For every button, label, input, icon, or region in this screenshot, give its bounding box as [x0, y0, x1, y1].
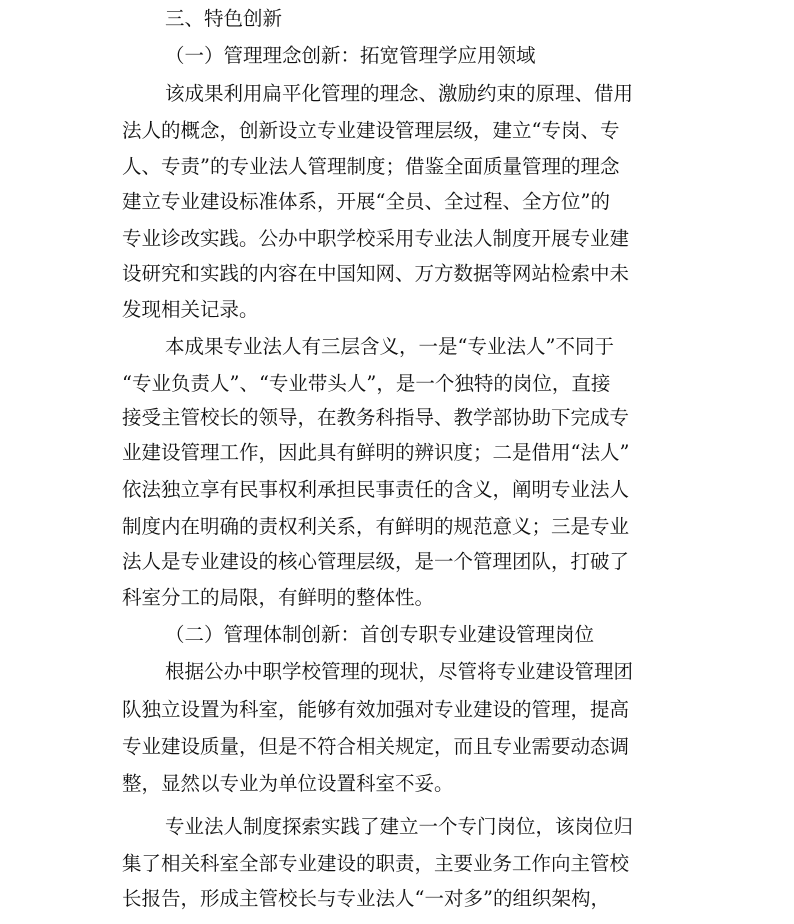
paragraph-1-line-1: 该成果利用扁平化管理的理念、激励约束的原理、借用 [165, 82, 634, 105]
paragraph-1-line-4: 建立专业建设标准体系，开展“全员、全过程、全方位”的 [122, 190, 610, 213]
paragraph-3-line-2: 队独立设置为科室，能够有效加强对专业建设的管理，提高 [122, 698, 630, 721]
paragraph-3-line-3: 专业建设质量，但是不符合相关规定，而且专业需要动态调 [122, 735, 630, 758]
paragraph-1-line-2: 法人的概念，创新设立专业建设管理层级，建立“专岗、专 [122, 119, 620, 142]
paragraph-2-line-5: 依法独立享有民事权利承担民事责任的含义，阐明专业法人 [122, 478, 630, 501]
subsection-heading-1: （一）管理理念创新：拓宽管理学应用领域 [165, 44, 536, 67]
paragraph-2-line-1: 本成果专业法人有三层含义，一是“专业法人”不同于 [165, 335, 614, 358]
paragraph-1-line-6: 设研究和实践的内容在中国知网、万方数据等网站检索中未 [122, 262, 630, 285]
paragraph-2-line-4: 业建设管理工作，因此具有鲜明的辨识度；二是借用“法人” [122, 441, 630, 464]
paragraph-4-line-2: 集了相关科室全部专业建设的职责，主要业务工作向主管校 [122, 852, 630, 875]
paragraph-1-line-3: 人、专责”的专业法人管理制度；借鉴全面质量管理的理念 [122, 155, 620, 178]
paragraph-4-line-1: 专业法人制度探索实践了建立一个专门岗位，该岗位归 [165, 815, 634, 838]
paragraph-2-line-2: “专业负责人”、“专业带头人”，是一个独特的岗位，直接 [122, 372, 611, 395]
paragraph-3-line-4: 整，显然以专业为单位设置科室不妥。 [122, 772, 454, 795]
paragraph-4-line-3: 长报告，形成主管校长与专业法人“一对多”的组织架构， [122, 887, 610, 910]
subsection-heading-2: （二）管理体制创新：首创专职专业建设管理岗位 [165, 623, 595, 646]
paragraph-3-line-1: 根据公办中职学校管理的现状，尽管将专业建设管理团 [165, 660, 634, 683]
section-heading: 三、特色创新 [165, 7, 283, 30]
paragraph-2-line-8: 科室分工的局限，有鲜明的整体性。 [122, 586, 435, 609]
paragraph-2-line-6: 制度内在明确的责权利关系，有鲜明的规范意义；三是专业 [122, 515, 630, 538]
paragraph-1-line-7: 发现相关记录。 [122, 298, 259, 321]
paragraph-1-line-5: 专业诊改实践。公办中职学校采用专业法人制度开展专业建 [122, 227, 630, 250]
paragraph-2-line-7: 法人是专业建设的核心管理层级，是一个管理团队，打破了 [122, 550, 630, 573]
paragraph-2-line-3: 接受主管校长的领导，在教务科指导、教学部协助下完成专 [122, 406, 630, 429]
